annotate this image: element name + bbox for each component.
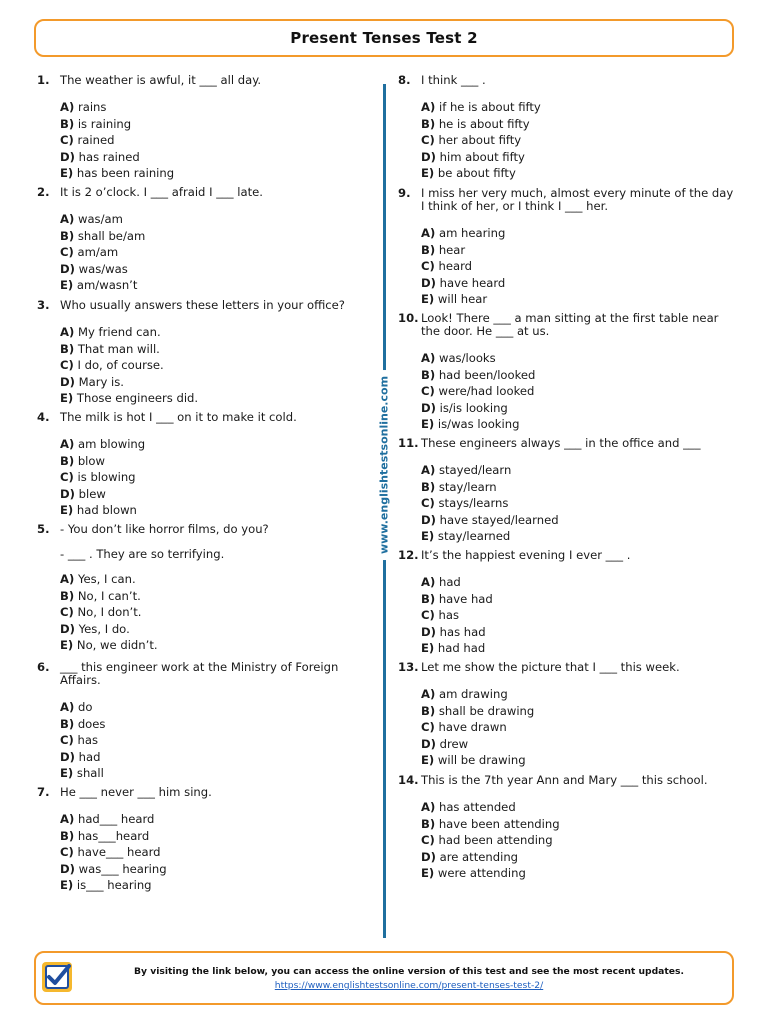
option-text: hear [438,242,466,257]
answer-option[interactable] [421,609,738,626]
option-text: will hear [437,292,488,306]
answer-option[interactable] [421,834,738,851]
answer-option[interactable] [60,359,367,376]
answer-option[interactable] [421,293,738,310]
answer-option[interactable] [60,701,367,718]
question-text: Who usually answers these letters in your office? [60,298,345,312]
question-5 [37,523,367,656]
option-text: have___ heard [77,845,161,859]
answer-option[interactable] [421,593,738,610]
option-text: has had [439,624,486,639]
option-letter: C) [421,608,435,622]
option-text: Mary is. [78,374,124,389]
answer-options [421,576,738,659]
question-10 [398,312,738,435]
question-text: It’s the happiest evening I ever ___ . [421,548,631,562]
answer-option[interactable] [60,879,367,896]
answer-option[interactable] [60,504,367,521]
answer-option[interactable] [421,818,738,835]
option-letter: B) [421,816,436,831]
question-header [37,299,367,312]
option-text: her about fifty [438,133,522,147]
option-letter: C) [421,496,435,510]
option-letter: B) [421,242,436,257]
side-website-label: www.englishtestsonline.com [378,370,391,560]
option-text: has___heard [77,828,150,843]
option-letter: B) [60,116,75,131]
option-letter: A) [60,437,75,451]
answer-option[interactable] [60,623,367,640]
option-text: Yes, I do. [78,621,130,636]
answer-option[interactable] [421,626,738,643]
answer-option[interactable] [421,464,738,481]
option-text: I do, of course. [77,358,164,372]
option-letter: E) [421,753,435,767]
answer-option[interactable] [421,497,738,514]
option-letter: E) [421,292,435,306]
answer-option[interactable] [60,734,367,751]
option-letter: E) [421,166,435,180]
answer-option[interactable] [60,751,367,768]
answer-option[interactable] [421,402,738,419]
answer-option[interactable] [421,851,738,868]
option-text: shall [76,766,104,780]
option-text: No, I don’t. [77,605,142,619]
answer-option[interactable] [421,118,738,135]
answer-option[interactable] [421,867,738,884]
option-letter: D) [421,849,436,864]
question-header [398,312,738,338]
question-number: 3. [37,298,50,312]
answer-option[interactable] [60,246,367,263]
option-letter: A) [421,463,436,477]
answer-options [421,801,738,884]
option-letter: B) [60,588,75,603]
answer-option[interactable] [421,705,738,722]
option-text: had blown [76,503,137,517]
option-text: is___ hearing [76,878,152,892]
question-text: Look! There ___ a man sitting at the first table near the door. He ___ at us. [421,311,723,338]
answer-option[interactable] [60,118,367,135]
question-number: 10. [398,311,419,325]
option-letter: C) [60,133,74,147]
answer-option[interactable] [60,830,367,847]
option-letter: D) [421,736,436,751]
question-header [398,187,738,213]
option-letter: C) [421,720,435,734]
answer-option[interactable] [60,471,367,488]
question-text: These engineers always ___ in the office and ___ [421,436,701,450]
question-number: 14. [398,773,419,787]
answer-option[interactable] [421,244,738,261]
answer-option[interactable] [421,530,738,547]
option-text: has attended [438,800,516,814]
option-letter: D) [421,512,436,527]
answer-option[interactable] [421,642,738,659]
option-letter: E) [60,278,74,292]
option-text: rained [77,133,115,147]
question-8 [398,74,738,184]
checkbox-check-icon [40,960,74,994]
option-letter: D) [60,261,75,276]
option-letter: C) [421,133,435,147]
answer-option[interactable] [421,369,738,386]
footer-text: By visiting the link below, you can access the online version of this test and see the most recent updates. [134,966,684,977]
option-letter: D) [60,749,75,764]
option-text: does [77,716,106,731]
option-text: was/am [77,212,123,226]
answer-option[interactable] [60,343,367,360]
answer-option[interactable] [421,688,738,705]
answer-option[interactable] [60,134,367,151]
option-letter: E) [421,641,435,655]
option-letter: E) [60,878,74,892]
question-number: 2. [37,185,50,199]
answer-options [60,438,367,521]
option-text: were/had looked [438,384,535,398]
answer-option[interactable] [421,277,738,294]
answer-option[interactable] [421,167,738,184]
answer-option[interactable] [60,263,367,280]
option-text: is/is looking [439,400,508,415]
option-text: blow [77,453,105,468]
question-header [398,774,738,787]
answer-option[interactable] [421,481,738,498]
answer-option[interactable] [60,767,367,784]
question-header [37,74,367,87]
option-text: had [78,749,101,764]
answer-options [60,701,367,784]
option-text: have drawn [438,720,507,734]
answer-option[interactable] [421,801,738,818]
option-text: have had [438,591,493,606]
option-text: has been raining [76,166,175,180]
option-text: was/was [78,261,128,276]
option-letter: B) [421,591,436,606]
option-text: if he is about fifty [438,100,541,114]
answer-option[interactable] [421,514,738,531]
option-text: Those engineers did. [76,391,199,405]
option-text: is/was looking [437,417,520,431]
option-letter: A) [60,812,75,826]
answer-option[interactable] [421,260,738,277]
answer-option[interactable] [60,101,367,118]
option-letter: B) [421,367,436,382]
option-text: him about fifty [439,149,525,164]
answer-option[interactable] [60,392,367,409]
question-11 [398,437,738,547]
option-letter: C) [421,384,435,398]
option-letter: E) [60,503,74,517]
option-letter: D) [421,275,436,290]
option-letter: E) [421,417,435,431]
question-number: 12. [398,548,419,562]
option-text: have stayed/learned [439,512,559,527]
option-letter: C) [60,245,74,259]
option-text: do [77,700,93,714]
option-letter: A) [421,351,436,365]
option-letter: A) [421,100,436,114]
question-text: The weather is awful, it ___ all day. [60,73,262,87]
option-text: had been attending [438,833,553,847]
answer-option[interactable] [60,488,367,505]
question-number: 6. [37,660,50,674]
question-header [37,786,367,799]
option-text: be about fifty [437,166,516,180]
option-text: rains [77,100,107,114]
option-text: had had [437,641,486,655]
answer-option[interactable] [421,576,738,593]
answer-options [60,326,367,409]
question-header [37,523,367,536]
question-header [37,661,367,687]
option-text: were attending [437,866,526,880]
option-text: are attending [439,849,519,864]
option-letter: E) [421,866,435,880]
question-text: The milk is hot I ___ on it to make it cold. [60,410,297,424]
option-letter: A) [60,700,75,714]
option-letter: B) [60,341,75,356]
question-number: 4. [37,410,50,424]
option-letter: A) [421,687,436,701]
option-text: he is about fifty [438,116,530,131]
option-letter: C) [60,845,74,859]
answer-option[interactable] [421,227,738,244]
option-letter: C) [60,470,74,484]
answer-option[interactable] [421,738,738,755]
title-box [34,19,734,57]
option-letter: C) [421,259,435,273]
option-text: had [438,575,461,589]
question-extra-line: - ___ . They are so terrifying. [60,547,225,561]
answer-option[interactable] [60,455,367,472]
option-text: will be drawing [437,753,526,767]
option-text: My friend can. [77,325,161,339]
option-letter: E) [60,391,74,405]
footer-link[interactable]: https://www.englishtestsonline.com/present-tenses-test-2/ [274,980,544,991]
option-text: have been attending [438,816,560,831]
answer-option[interactable] [60,230,367,247]
option-letter: D) [60,861,75,876]
question-6 [37,661,367,784]
answer-options [60,813,367,896]
answer-option[interactable] [60,326,367,343]
option-text: has [77,733,98,747]
option-text: had___ heard [77,812,155,826]
option-text: No, I can’t. [77,588,141,603]
option-letter: E) [60,638,74,652]
question-number: 13. [398,660,419,674]
option-text: is raining [77,116,132,131]
option-letter: A) [421,226,436,240]
question-text: I think ___ . [421,73,486,87]
option-text: heard [438,259,473,273]
option-letter: C) [60,358,74,372]
answer-option[interactable] [421,721,738,738]
question-number: 5. [37,522,50,536]
option-text: stays/learns [438,496,509,510]
answer-option[interactable] [60,813,367,830]
option-letter: A) [60,100,75,114]
option-text: has rained [78,149,140,164]
option-text: stay/learn [438,479,497,494]
option-letter: A) [60,572,75,586]
option-letter: C) [60,733,74,747]
answer-option[interactable] [60,573,367,590]
option-text: shall be/am [77,228,146,243]
answer-option[interactable] [60,279,367,296]
option-text: stayed/learn [438,463,512,477]
question-text: He ___ never ___ him sing. [60,785,212,799]
question-text: ___ this engineer work at the Ministry of Foreign Affairs. [60,660,342,687]
option-letter: B) [421,703,436,718]
option-text: has [438,608,459,622]
answer-option[interactable] [60,639,367,656]
question-1 [37,74,367,184]
option-letter: B) [60,716,75,731]
answer-options [60,573,367,656]
option-letter: D) [421,624,436,639]
question-header [398,74,738,87]
option-text: am/am [77,245,119,259]
option-text: blew [78,486,106,501]
question-header [398,661,738,674]
answer-options [421,688,738,771]
option-text: am blowing [77,437,146,451]
question-text: - You don’t like horror films, do you? [60,522,269,536]
option-text: had been/looked [438,367,536,382]
question-header [398,437,738,450]
answer-options [421,101,738,184]
answer-options [60,101,367,184]
option-letter: D) [60,486,75,501]
question-14 [398,774,738,884]
option-letter: A) [60,325,75,339]
answer-options [421,352,738,435]
question-number: 8. [398,73,411,87]
option-letter: D) [60,621,75,636]
option-text: have heard [439,275,506,290]
option-letter: E) [421,529,435,543]
question-2 [37,186,367,296]
answer-option[interactable] [60,438,367,455]
option-text: Yes, I can. [77,572,136,586]
question-12 [398,549,738,659]
option-letter: B) [421,479,436,494]
option-text: stay/learned [437,529,511,543]
answer-options [60,213,367,296]
answer-option[interactable] [421,418,738,435]
answer-option[interactable] [421,352,738,369]
option-letter: B) [421,116,436,131]
option-letter: B) [60,228,75,243]
option-letter: D) [421,400,436,415]
question-7 [37,786,367,896]
question-number: 11. [398,436,419,450]
answer-option[interactable] [421,101,738,118]
option-text: am hearing [438,226,506,240]
option-text: drew [439,736,469,751]
option-letter: A) [421,575,436,589]
option-text: That man will. [77,341,160,356]
answer-option[interactable] [421,151,738,168]
option-text: No, we didn’t. [76,638,158,652]
question-text: It is 2 o’clock. I ___ afraid I ___ late. [60,185,263,199]
option-letter: A) [60,212,75,226]
option-text: is blowing [77,470,136,484]
question-text: Let me show the picture that I ___ this week. [421,660,680,674]
question-text: I miss her very much, almost every minute of the day I think of her, or I think I ___ her. [421,186,737,213]
option-text: was/looks [438,351,496,365]
option-letter: C) [421,833,435,847]
question-4 [37,411,367,521]
answer-option[interactable] [60,846,367,863]
option-text: shall be drawing [438,703,535,718]
answer-option[interactable] [60,606,367,623]
option-letter: D) [60,149,75,164]
option-letter: B) [60,828,75,843]
footer-box [34,951,734,1005]
option-text: am/wasn’t [76,278,138,292]
option-text: am drawing [438,687,508,701]
question-number: 9. [398,186,411,200]
option-text: was___ hearing [78,861,167,876]
answer-option[interactable] [60,590,367,607]
answer-option[interactable] [60,213,367,230]
question-number: 7. [37,785,50,799]
option-letter: C) [60,605,74,619]
answer-option[interactable] [60,863,367,880]
question-3 [37,299,367,409]
answer-option[interactable] [421,134,738,151]
question-text: This is the 7th year Ann and Mary ___ this school. [421,773,708,787]
answer-options [421,227,738,310]
option-letter: E) [60,166,74,180]
question-9 [398,187,738,310]
question-header [398,549,738,562]
question-13 [398,661,738,771]
option-letter: D) [60,374,75,389]
answer-option[interactable] [60,167,367,184]
answer-option[interactable] [421,754,738,771]
answer-option[interactable] [60,376,367,393]
answer-option[interactable] [421,385,738,402]
question-number: 1. [37,73,50,87]
question-header [37,411,367,424]
answer-option[interactable] [60,718,367,735]
option-letter: A) [421,800,436,814]
answer-option[interactable] [60,151,367,168]
option-letter: E) [60,766,74,780]
option-letter: D) [421,149,436,164]
page-title: Present Tenses Test 2 [290,29,478,47]
question-header [37,186,367,199]
answer-options [421,464,738,547]
option-letter: B) [60,453,75,468]
